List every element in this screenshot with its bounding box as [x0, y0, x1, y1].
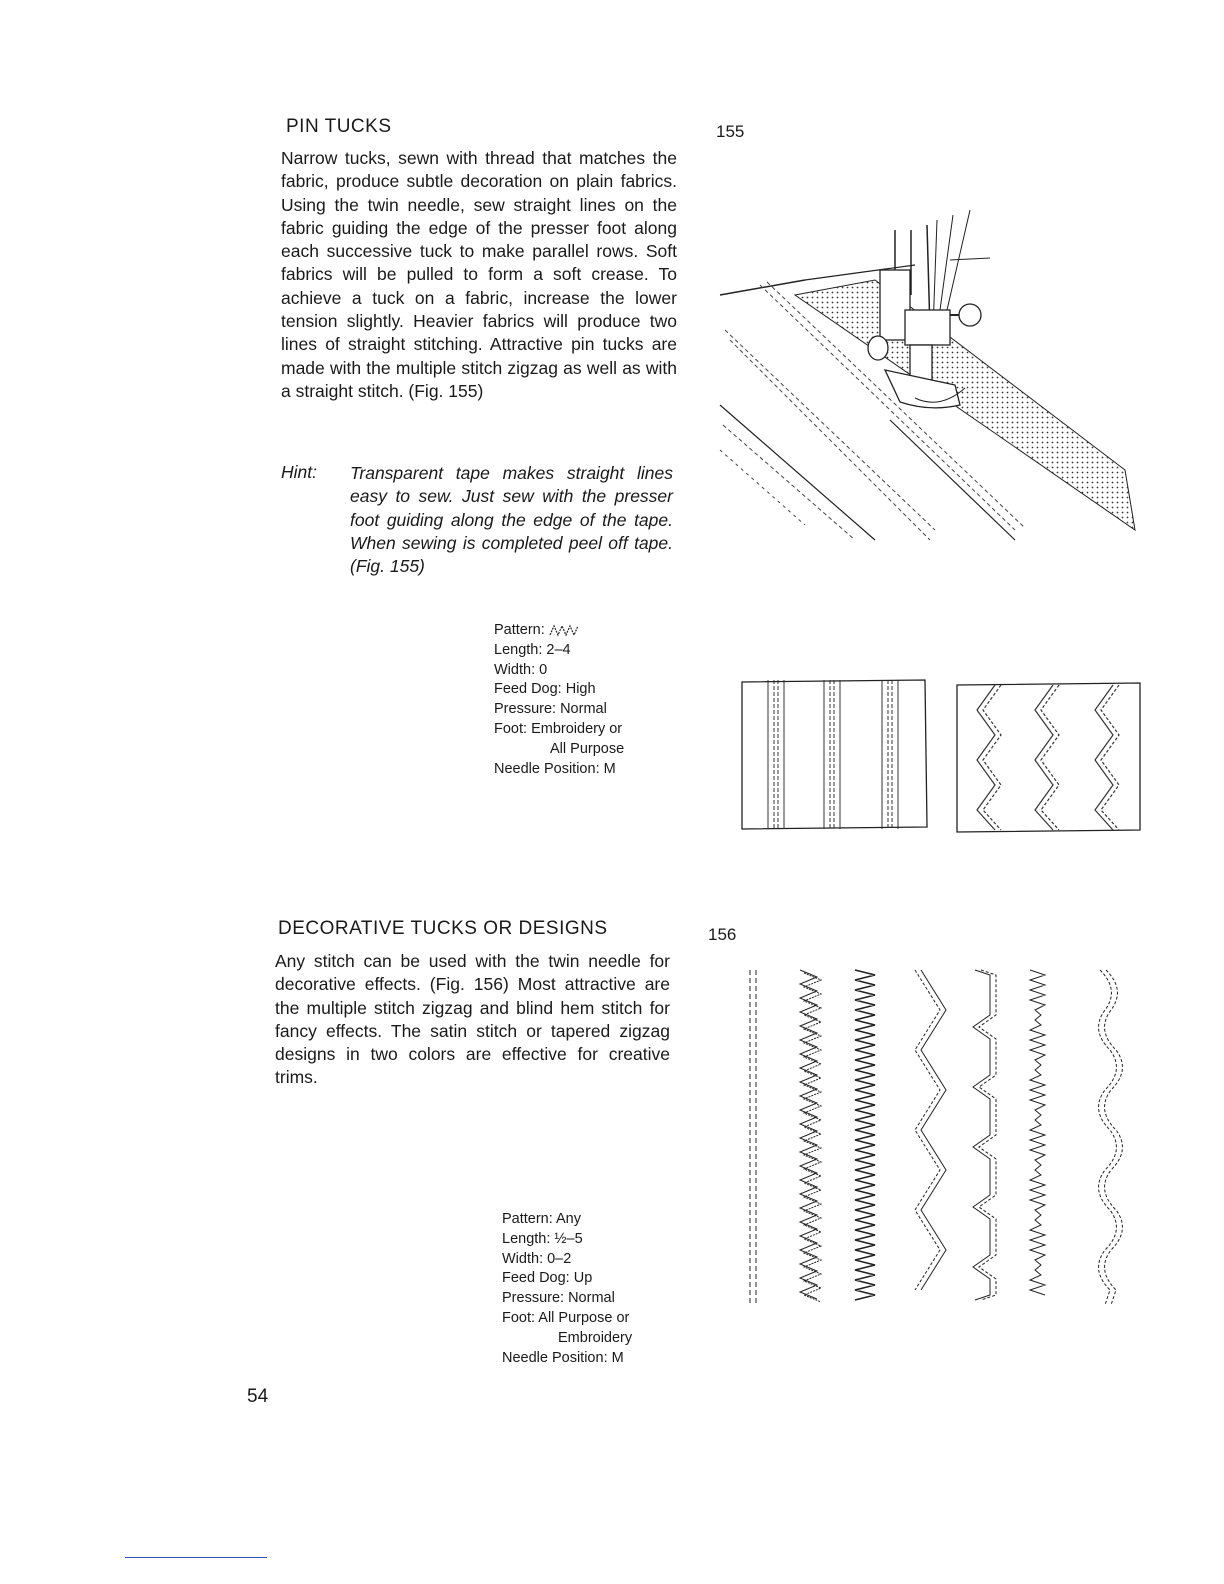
- setting-width: Width: 0–2: [502, 1250, 572, 1267]
- satin-zigzag-column: [855, 970, 875, 1300]
- setting-foot-continued: All Purpose: [550, 740, 625, 757]
- page-number: 54: [247, 1386, 269, 1407]
- setting-needle-position: Needle Position: M: [502, 1349, 624, 1366]
- tapered-zigzag-column: [1030, 970, 1045, 1295]
- zigzag-pin-tucks-sample: [955, 680, 1143, 835]
- setting-pattern: Pattern: Any: [502, 1211, 581, 1227]
- pin-tucks-heading: PIN TUCKS: [286, 116, 392, 137]
- setting-foot: Foot: Embroidery or: [494, 720, 623, 737]
- multi-stitch-zigzag-pattern-icon: [549, 623, 581, 637]
- setting-needle-position: Needle Position: M: [494, 760, 616, 777]
- setting-feed-dog: Feed Dog: Up: [502, 1270, 593, 1287]
- setting-feed-dog: Feed Dog: High: [494, 681, 596, 698]
- setting-pressure: Pressure: Normal: [502, 1290, 615, 1307]
- pin-tucks-settings: [494, 621, 624, 779]
- footer-rule: [125, 1557, 267, 1558]
- setting-pressure: Pressure: Normal: [494, 701, 607, 718]
- setting-foot: Foot: All Purpose or: [502, 1309, 630, 1326]
- setting-length: Length: ½–5: [502, 1230, 583, 1247]
- figure-155-number: 155: [716, 122, 745, 141]
- decorative-stitch-samples: [745, 965, 1125, 1310]
- figure-156-number: 156: [708, 925, 737, 944]
- setting-length: Length: 2–4: [494, 641, 571, 658]
- pin-tucks-body: Narrow tucks, sewn with thread that matches the fabric, produce subtle decoration on plain fabrics. Using the twin needle, sew straight lines on the fabric guiding the edge of the presser foot along each successive tuck to make parallel rows. Soft fabrics will be pulled to form a soft crease. To achieve a tuck on a fabric, increase the lower tension slightly. Heavier fabrics will produce two lines of straight stitching. Attractive pin tucks are made with the multiple stitch zigzag as well as with a straight stitch. (Fig. 155): [281, 148, 677, 401]
- decorative-tucks-heading: DECORATIVE TUCKS OR DESIGNS: [278, 918, 608, 939]
- setting-pattern: Pattern:: [494, 621, 624, 641]
- presser-foot-illustration: [715, 210, 1145, 560]
- straight-pin-tucks-sample: [740, 677, 930, 832]
- decorative-tucks-settings: [502, 1210, 632, 1368]
- hint-text: Transparent tape makes straight lines easy to sew. Just sew with the presser foot guiding along the edge of the tape. When sewing is completed peel off tape. (Fig. 155): [350, 463, 673, 577]
- decorative-tucks-body: Any stitch can be used with the twin needle for decorative effects. (Fig. 156) Most attractive are the multiple stitch zigzag and blind hem stitch for fancy effects. The satin stitch or tapered zigzag designs in two colors are effective for creative trims.: [275, 951, 670, 1088]
- hint-label: Hint:: [281, 462, 317, 482]
- setting-width: Width: 0: [494, 661, 548, 678]
- setting-foot-continued: Embroidery: [558, 1329, 633, 1346]
